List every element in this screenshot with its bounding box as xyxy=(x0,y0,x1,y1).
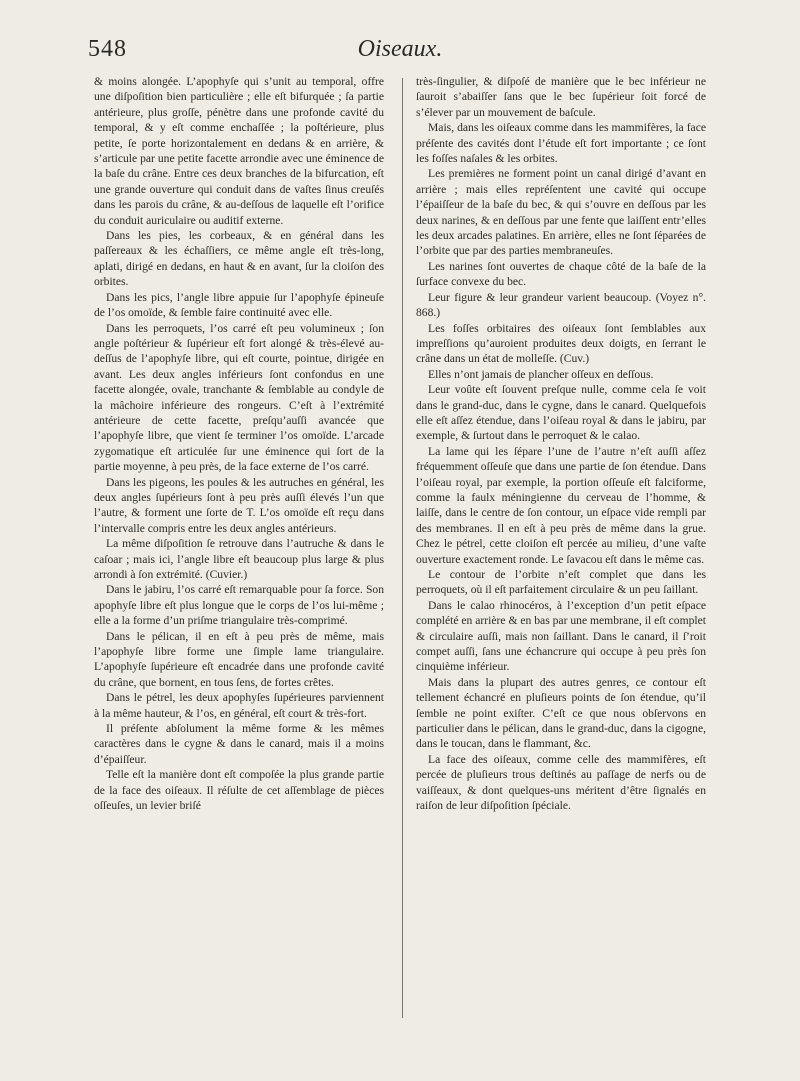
paragraph: Dans les pies, les corbeaux, & en général dans les paſſereaux & les échaſſiers, ce même angle eſt très-long, aplati, dirigé en dedans, en haut & en avant, ſur la cloiſon des orbites. xyxy=(94,229,384,289)
paragraph: Dans le jabiru, l’os carré eſt remarquable pour ſa force. Son apophyſe libre eſt plus longue que le corps de l’os lui-même ; elle a la forme d’un priſme triangulaire très-comprimé. xyxy=(94,583,384,628)
paragraph: La lame qui les ſépare l’une de l’autre n’eſt auſſi aſſez fréquemment oſſeuſe que dans une partie de ſon étendue. Dans l’oiſeau royal, par exemple, la portion oſſeuſe eſt falciforme, comme la faulx méningienne du cerveau de l’homme, & laiſſe, dans le centre de ſon contour, un eſpace vide rempli par des membranes. Il en eſt à peu près de même dans la grue. Chez le pétrel, cette cloiſon eſt percée au milieu, d’une vaſte ouverture exactement ronde. Le ſavacou eſt dans le même cas. xyxy=(416,444,706,566)
page-number: 548 xyxy=(88,36,127,62)
column-divider xyxy=(402,78,403,1018)
paragraph: Dans le pélican, il en eſt à peu près de même, mais l’apophyſe libre forme une ſimple lame triangulaire. L’apophyſe ſupérieure eſt encadrée dans une profonde cavité du crâne, que bornent, en tous ſens, de fortes crêtes. xyxy=(94,629,384,689)
right-column xyxy=(416,74,706,814)
paragraph: Elles n’ont jamais de plancher oſſeux en deſſous. xyxy=(428,367,654,381)
paragraph: Dans le pétrel, les deux apophyſes ſupérieures parviennent à la même hauteur, & l’os, en général, eſt court & très-fort. xyxy=(94,691,384,720)
paragraph: Les foſſes orbitaires des oiſeaux ſont ſemblables aux impreſſions qu’auroient produites deux doigts, en ſerrant le crâne dans un état de molleſſe. (Cuv.) xyxy=(416,321,706,366)
paragraph: Leur figure & leur grandeur varient beaucoup. (Voyez n°. 868.) xyxy=(416,290,706,320)
paragraph: Dans les pigeons, les poules & les autruches en général, les deux angles ſupérieurs ſont à peu près auſſi élevés l’un que l’autre, & forment une ſorte de T. L’os omoïde eſt reçu dans l’intervalle compris entre les deux angles antérieurs. xyxy=(94,475,384,535)
paragraph: Mais, dans les oiſeaux comme dans les mammifères, la face préſente des cavités dont l’étude eſt fort importante ; ce ſont les foſſes naſales & les orbites. xyxy=(416,121,706,166)
paragraph: La même diſpoſition ſe retrouve dans l’autruche & dans le caſoar ; mais ici, l’angle libre eſt beaucoup plus large & plus arrondi à ſon extrémité. (Cuvier.) xyxy=(94,537,384,581)
paragraph: Telle eſt la manière dont eſt compoſée la plus grande partie de la face des oiſeaux. Il réſulte de cet aſſemblage de pièces oſſeuſes, un levier briſé xyxy=(94,768,384,813)
paragraph: & moins alongée. L’apophyſe qui s’unit au temporal, offre une diſpoſition bien particulière ; elle eſt bifurquée ; ſa partie antérieure, plus groſſe, pénètre dans une profonde cavité du temporal, & y eſt comme enchaſſée ; la poſtérieure, plus petite, ſe porte horizontalement en dedans & en arrière, & s’articule par une petite facette arrondie avec une éminence de la baſe du crâne. Entre ces deux branches de la bifurcation, eſt une grande ouverture qui conduit dans de vaſtes ſinus creuſés dans les parois du crâne, & au-deſſous de laquelle eſt l’orifice du conduit auriculaire ou auditif externe. xyxy=(94,75,384,227)
paragraph: Leur voûte eſt ſouvent preſque nulle, comme cela ſe voit dans le grand-duc, dans le cygne, dans le canard. Quelquefois elle eſt aſſez étendue, dans l’oiſeau royal & dans le jabiru, par exemple, & ſurtout dans le perroquet & le calao. xyxy=(416,383,706,443)
paragraph: La face des oiſeaux, comme celle des mammifères, eſt percée de pluſieurs trous deſtinés au paſſage de nerfs ou de vaiſſeaux, & dont quelques-uns méritent d’être ſignalés en raiſon de leur diſpoſition ſpéciale. xyxy=(416,752,706,813)
paragraph: Dans le calao rhinocéros, à l’exception d’un petit eſpace complété en arrière & en bas par une membrane, il eſt complet & circulaire auſſi, mais non ſaillant. Dans le canard, il ſ’roit compet auſſi, ſans une échancrure qui occupe à peu près ſon cinquième inférieur. xyxy=(416,598,706,674)
paragraph: très-ſingulier, & diſpoſé de manière que le bec inférieur ne ſauroit s’abaiſſer ſans que le bec ſupérieur ſoit forcé de s’élever par un mouvement de baſcule. xyxy=(416,75,706,119)
paragraph: Dans les perroquets, l’os carré eſt peu volumineux ; ſon angle poſtérieur & ſupérieur eſt fort alongé & très-élevé au-deſſus de l’apophyſe libre, qui eſt courte, pointue, dirigée en avant. Les deux angles inférieurs ſont confondus en une facette alongée, ovale, tranchante & ſemblable au condyle de la mâchoire inférieure des rongeurs. C’eſt à l’extrémité antérieure de cette facette, preſqu’auſſi avancée que l’apophyſe libre, que vient ſe terminer l’os omoïde. L’arcade zygomatique eſt articulée ſur une éminence qui ſort de la partie moyenne, à peu près, de la face externe de l’os carré. xyxy=(94,321,384,474)
paragraph: Les narines ſont ouvertes de chaque côté de la baſe de la ſurface convexe du bec. xyxy=(416,259,706,289)
paragraph: Dans les pics, l’angle libre appuie ſur l’apophyſe épineuſe de l’os omoïde, & ſemble faire continuité avec elle. xyxy=(94,290,384,320)
paragraph: Les premières ne forment point un canal dirigé d’avant en arrière ; mais elles repréſentent une cavité qui occupe l’épaiſſeur de la baſe du bec, & qui s’ouvre en deſſous par les deux narines, & en deſſous par une fente que laiſſent entr’elles les deux arcades palatines. En arrière, elles ne ſont ſéparées de l’orbite que par des parties membraneuſes. xyxy=(416,167,706,258)
paragraph: Mais dans la plupart des autres genres, ce contour eſt tellement échancré en pluſieurs points de ſon étendue, qu’il ſemble ne point exiſter. C’eſt ce que nous obſervons en particulier dans le pélican, dans le grand-duc, dans la cigogne, dans le toucan, dans le flammant, &c. xyxy=(416,675,706,751)
paragraph: Il préſente abſolument la même forme & les mêmes caractères dans le cygne & dans le canard, mais il a moins d’épaiſſeur. xyxy=(94,722,384,766)
left-column xyxy=(94,74,384,814)
running-title: Oiseaux. xyxy=(357,36,443,62)
paragraph: Le contour de l’orbite n’eſt complet que dans les perroquets, où il eſt parfaitement circulaire & un peu ſaillant. xyxy=(416,568,706,597)
